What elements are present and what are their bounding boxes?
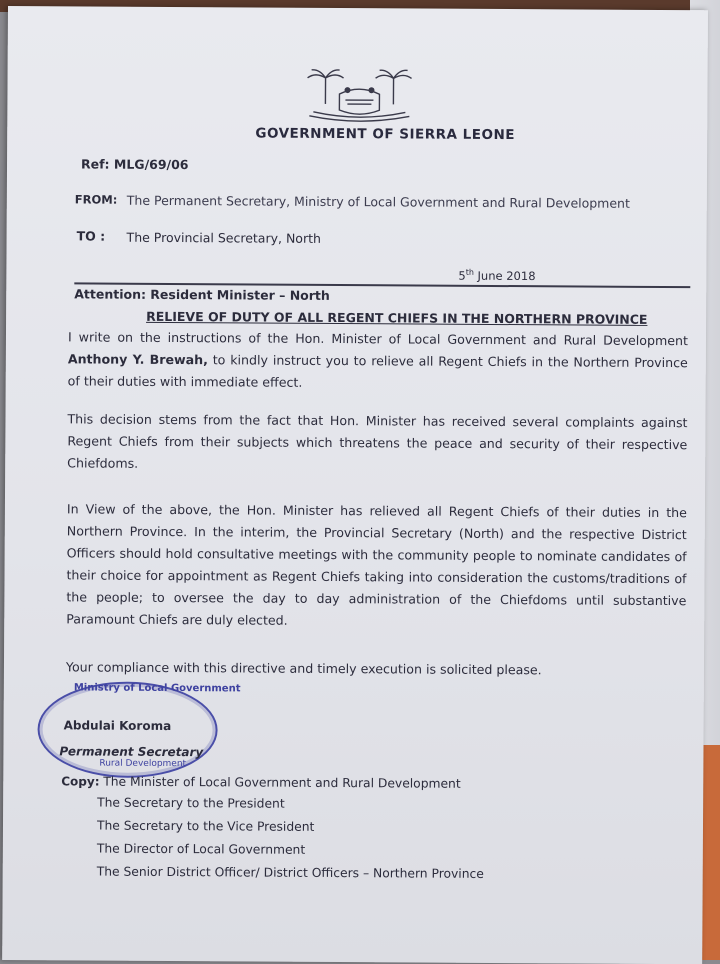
paragraph-1-start: I write on the instructions of the Hon. Minister of Local Government and Rural Development — [67, 329, 689, 349]
minister-name: Anthony Y. Brewah, — [67, 351, 208, 368]
letterhead-title: GOVERNMENT OF SIERRA LEONE — [255, 125, 516, 144]
copy-recipient: The Secretary to the President — [97, 795, 285, 811]
copy-label: Copy: — [61, 774, 100, 789]
copy-recipient: The Minister of Local Government and Rural Development — [103, 774, 461, 791]
body-paragraph-2: This decision stems from the fact that Hon. Minister has received several complaints against Regent Chiefs from their subjects which threatens the peace and security of their respective Chiefdoms. — [67, 411, 688, 471]
signer-name: Abdulai Koroma — [63, 718, 172, 734]
body-paragraph-1 — [68, 326, 688, 396]
date-day: 5 — [458, 268, 466, 283]
body-paragraph-3: In View of the above, the Hon. Minister has relieved all Regent Chiefs of their duties in the Northern Province. In the interim, the Provincial Secretary (North) and the respective District Officers should hold consultative meetings with the community people to nominate candidates of their choice for appointment as Regent Chiefs taking into consideration the customs/traditions of the people; to oversee the day to day administration of the Chiefdoms until substantive Paramount Chiefs are duly elected. — [66, 501, 687, 628]
date-month-year: June 2018 — [473, 268, 536, 284]
to-value: The Provincial Secretary, North — [126, 229, 321, 246]
copy-recipient: The Senior District Officer/ District Officers – Northern Province — [96, 864, 484, 881]
subject-line: RELIEVE OF DUTY OF ALL REGENT CHIEFS IN THE NORTHERN PROVINCE — [146, 308, 648, 327]
attention-line: Attention: Resident Minister – North — [74, 286, 330, 303]
signer-title: Permanent Secretary — [59, 744, 204, 760]
reference-number: Ref: MLG/69/06 — [80, 156, 189, 173]
to-label: TO : — [76, 228, 106, 244]
stamp-top-text: Ministry of Local Government — [73, 682, 241, 695]
copy-recipient: The Secretary to the Vice President — [96, 818, 315, 834]
letter-page — [2, 6, 708, 964]
from-label: FROM: — [74, 192, 118, 207]
stamp-bottom-text: Rural Development — [99, 758, 187, 770]
copy-recipient: The Director of Local Government — [96, 841, 306, 857]
letter-date — [458, 268, 535, 283]
from-value: The Permanent Secretary, Ministry of Local Government and Rural Development — [126, 192, 630, 211]
body-paragraph-4: Your compliance with this directive and timely execution is solicited please. — [65, 659, 542, 678]
coat-of-arms-icon — [295, 66, 425, 125]
date-suffix: th — [465, 267, 474, 277]
paragraph-1-end: to kindly instruct you to relieve all Regent Chiefs in the Northern Province of their duties with immediate effect. — [67, 352, 688, 390]
